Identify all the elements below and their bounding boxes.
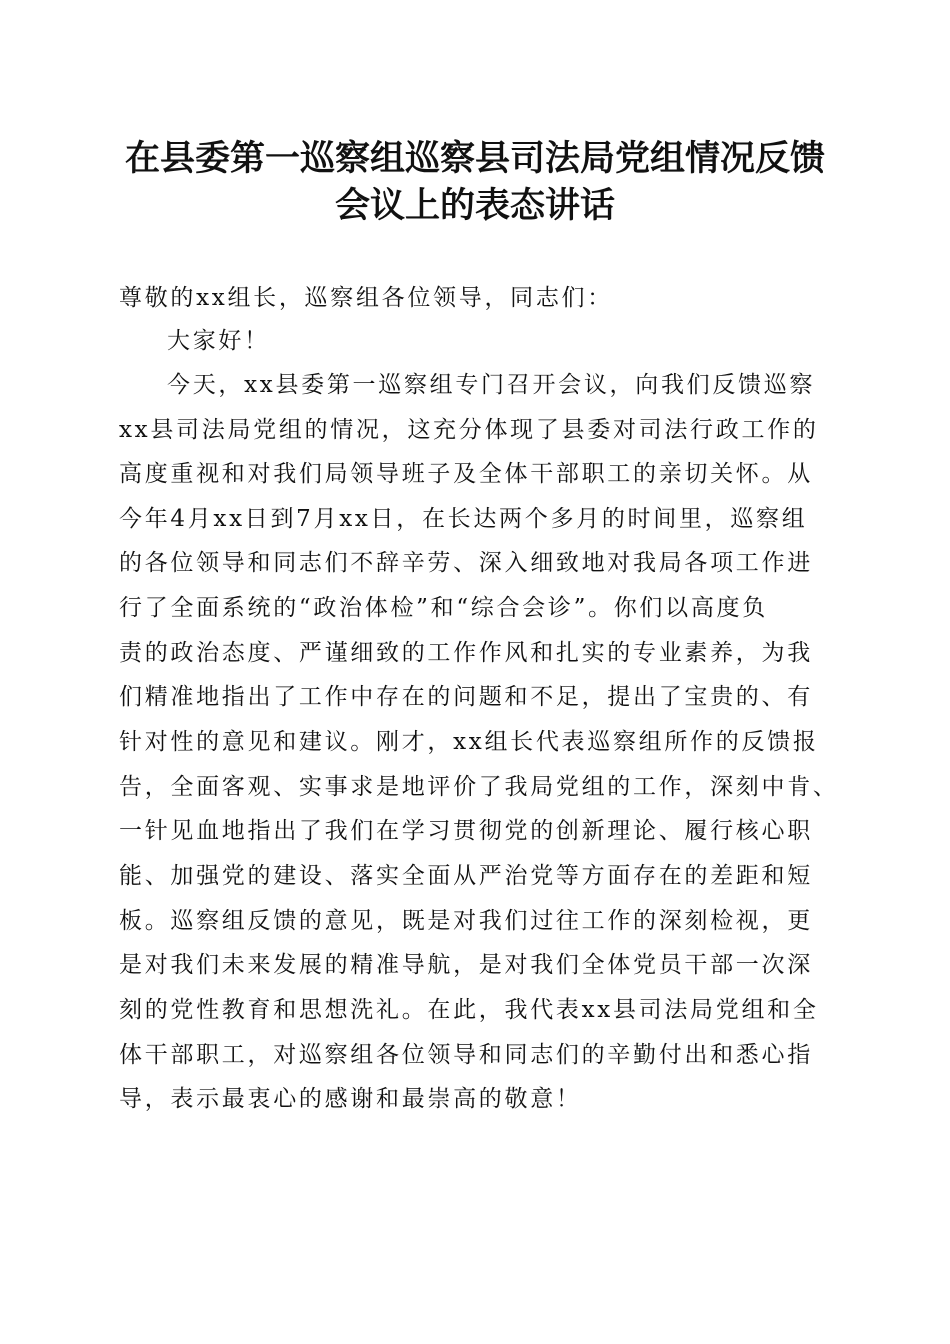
paragraph-line: 刻的党性教育和思想洗礼。在此，我代表xx县司法局党组和全 xyxy=(119,997,819,1023)
paragraph-line: 今天，xx县委第一巡察组专门召开会议，向我们反馈巡察 xyxy=(167,372,816,398)
paragraph-line: 高度重视和对我们局领导班子及全体干部职工的亲切关怀。从 xyxy=(119,461,813,487)
paragraph-line: 告，全面客观、实事求是地评价了我局党组的工作，深刻中肯、 xyxy=(119,774,839,800)
paragraph-line: 能、加强党的建设、落实全面从严治党等方面存在的差距和短 xyxy=(119,863,813,889)
paragraph-line: 行了全面系统的“政治体检”和“综合会诊”。你们以高度负 xyxy=(119,595,768,621)
paragraph-line: xx县司法局党组的情况，这充分体现了县委对司法行政工作的 xyxy=(119,417,819,443)
paragraph-line: 责的政治态度、严谨细致的工作作风和扎实的专业素养，为我 xyxy=(119,640,813,666)
paragraph-line: 今年4月xx日到7月xx日，在长达两个多月的时间里，巡察组 xyxy=(119,506,808,532)
greeting: 大家好！ xyxy=(167,328,270,354)
paragraph-line: 的各位领导和同志们不辞辛劳、深入细致地对我局各项工作进 xyxy=(119,550,813,576)
paragraph-line: 们精准地指出了工作中存在的问题和不足，提出了宝贵的、有 xyxy=(119,684,813,710)
paragraph-line: 针对性的意见和建议。刚才，xx组长代表巡察组所作的反馈报 xyxy=(119,729,819,755)
paragraph-line: 导，表示最衷心的感谢和最崇高的敬意！ xyxy=(119,1086,582,1112)
paragraph-line: 是对我们未来发展的精准导航，是对我们全体党员干部一次深 xyxy=(119,952,813,978)
document-title-line-1: 在县委第一巡察组巡察县司法局党组情况反馈 xyxy=(124,138,825,179)
paragraph-line: 一针见血地指出了我们在学习贯彻党的创新理论、履行核心职 xyxy=(119,818,813,844)
salutation: 尊敬的xx组长，巡察组各位领导，同志们： xyxy=(119,285,613,311)
paragraph-line: 体干部职工，对巡察组各位领导和同志们的辛勤付出和悉心指 xyxy=(119,1042,813,1068)
document-title-line-2: 会议上的表态讲话 xyxy=(334,185,615,226)
paragraph-line: 板。巡察组反馈的意见，既是对我们过往工作的深刻检视，更 xyxy=(119,908,813,934)
